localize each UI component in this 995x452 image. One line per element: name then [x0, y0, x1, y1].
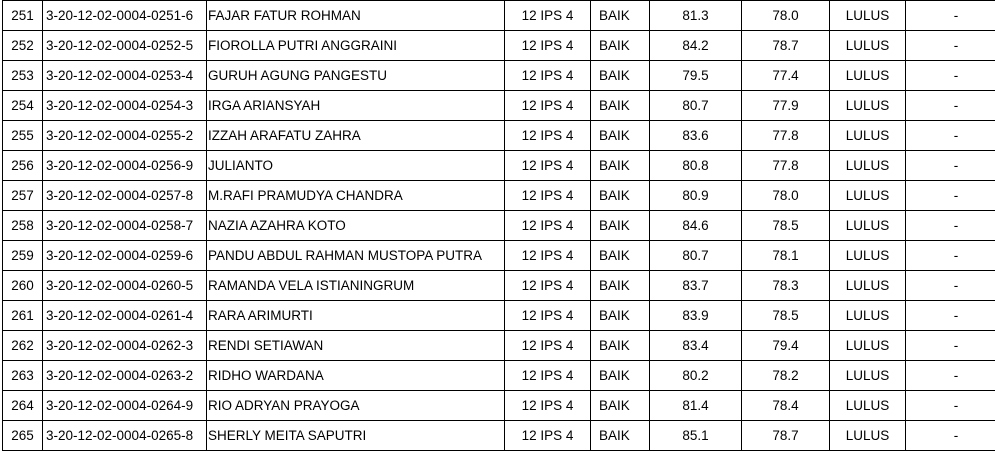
score-1-cell: 81.4: [650, 391, 742, 421]
score-1-cell: 79.5: [650, 61, 742, 91]
behavior-grade-cell: BAIK: [591, 301, 650, 331]
class-cell: 12 IPS 4: [505, 121, 591, 151]
table-row: [3, 61, 995, 91]
status-cell: LULUS: [830, 91, 906, 121]
score-2-cell: 78.3: [742, 271, 830, 301]
class-cell: 12 IPS 4: [505, 61, 591, 91]
exam-number-cell: 3-20-12-02-0004-0251-6: [43, 1, 207, 31]
note-cell: -: [906, 301, 995, 331]
exam-number-cell: 3-20-12-02-0004-0252-5: [43, 31, 207, 61]
status-cell: LULUS: [830, 121, 906, 151]
table-row: [3, 331, 995, 361]
score-1-cell: 84.2: [650, 31, 742, 61]
row-number-cell: 259: [3, 241, 43, 271]
table-row: [3, 271, 995, 301]
status-cell: LULUS: [830, 331, 906, 361]
status-cell: LULUS: [830, 421, 906, 451]
behavior-grade-cell: BAIK: [591, 31, 650, 61]
row-number-cell: 255: [3, 121, 43, 151]
behavior-grade-cell: BAIK: [591, 1, 650, 31]
table-row: [3, 121, 995, 151]
student-name-cell: FIOROLLA PUTRI ANGGRAINI: [207, 31, 505, 61]
behavior-grade-cell: BAIK: [591, 151, 650, 181]
table-row: [3, 1, 995, 31]
row-number-cell: 254: [3, 91, 43, 121]
status-cell: LULUS: [830, 391, 906, 421]
note-cell: -: [906, 391, 995, 421]
status-cell: LULUS: [830, 271, 906, 301]
table-row: [3, 301, 995, 331]
score-1-cell: 80.8: [650, 151, 742, 181]
class-cell: 12 IPS 4: [505, 151, 591, 181]
exam-number-cell: 3-20-12-02-0004-0265-8: [43, 421, 207, 451]
exam-number-cell: 3-20-12-02-0004-0263-2: [43, 361, 207, 391]
student-name-cell: RIDHO WARDANA: [207, 361, 505, 391]
note-cell: -: [906, 361, 995, 391]
student-name-cell: PANDU ABDUL RAHMAN MUSTOPA PUTRA: [207, 241, 505, 271]
behavior-grade-cell: BAIK: [591, 61, 650, 91]
class-cell: 12 IPS 4: [505, 331, 591, 361]
student-name-cell: RENDI SETIAWAN: [207, 331, 505, 361]
class-cell: 12 IPS 4: [505, 391, 591, 421]
note-cell: -: [906, 61, 995, 91]
score-2-cell: 77.8: [742, 151, 830, 181]
score-1-cell: 80.7: [650, 241, 742, 271]
table-row: [3, 211, 995, 241]
table-row: [3, 151, 995, 181]
student-name-cell: RAMANDA VELA ISTIANINGRUM: [207, 271, 505, 301]
score-1-cell: 81.3: [650, 1, 742, 31]
score-1-cell: 83.4: [650, 331, 742, 361]
class-cell: 12 IPS 4: [505, 31, 591, 61]
status-cell: LULUS: [830, 211, 906, 241]
behavior-grade-cell: BAIK: [591, 421, 650, 451]
student-name-cell: RIO ADRYAN PRAYOGA: [207, 391, 505, 421]
behavior-grade-cell: BAIK: [591, 181, 650, 211]
score-1-cell: 83.7: [650, 271, 742, 301]
row-number-cell: 262: [3, 331, 43, 361]
student-name-cell: GURUH AGUNG PANGESTU: [207, 61, 505, 91]
score-2-cell: 78.5: [742, 301, 830, 331]
score-2-cell: 78.5: [742, 211, 830, 241]
note-cell: -: [906, 211, 995, 241]
class-cell: 12 IPS 4: [505, 301, 591, 331]
exam-number-cell: 3-20-12-02-0004-0253-4: [43, 61, 207, 91]
score-1-cell: 80.9: [650, 181, 742, 211]
table-row: [3, 91, 995, 121]
row-number-cell: 258: [3, 211, 43, 241]
exam-number-cell: 3-20-12-02-0004-0260-5: [43, 271, 207, 301]
class-cell: 12 IPS 4: [505, 241, 591, 271]
score-1-cell: 84.6: [650, 211, 742, 241]
student-name-cell: IZZAH ARAFATU ZAHRA: [207, 121, 505, 151]
table-row: [3, 361, 995, 391]
score-2-cell: 77.8: [742, 121, 830, 151]
score-1-cell: 80.2: [650, 361, 742, 391]
exam-number-cell: 3-20-12-02-0004-0264-9: [43, 391, 207, 421]
status-cell: LULUS: [830, 181, 906, 211]
behavior-grade-cell: BAIK: [591, 211, 650, 241]
class-cell: 12 IPS 4: [505, 181, 591, 211]
score-1-cell: 83.6: [650, 121, 742, 151]
score-2-cell: 78.2: [742, 361, 830, 391]
row-number-cell: 261: [3, 301, 43, 331]
score-2-cell: 78.7: [742, 31, 830, 61]
status-cell: LULUS: [830, 301, 906, 331]
row-number-cell: 253: [3, 61, 43, 91]
row-number-cell: 257: [3, 181, 43, 211]
score-2-cell: 79.4: [742, 331, 830, 361]
row-number-cell: 265: [3, 421, 43, 451]
score-2-cell: 77.4: [742, 61, 830, 91]
table-row: [3, 31, 995, 61]
exam-number-cell: 3-20-12-02-0004-0258-7: [43, 211, 207, 241]
exam-number-cell: 3-20-12-02-0004-0256-9: [43, 151, 207, 181]
note-cell: -: [906, 181, 995, 211]
exam-number-cell: 3-20-12-02-0004-0261-4: [43, 301, 207, 331]
behavior-grade-cell: BAIK: [591, 271, 650, 301]
exam-number-cell: 3-20-12-02-0004-0255-2: [43, 121, 207, 151]
score-1-cell: 85.1: [650, 421, 742, 451]
table-row: [3, 241, 995, 271]
note-cell: -: [906, 121, 995, 151]
behavior-grade-cell: BAIK: [591, 91, 650, 121]
class-cell: 12 IPS 4: [505, 421, 591, 451]
exam-number-cell: 3-20-12-02-0004-0254-3: [43, 91, 207, 121]
row-number-cell: 251: [3, 1, 43, 31]
status-cell: LULUS: [830, 151, 906, 181]
student-name-cell: SHERLY MEITA SAPUTRI: [207, 421, 505, 451]
row-number-cell: 263: [3, 361, 43, 391]
behavior-grade-cell: BAIK: [591, 121, 650, 151]
table-body: [3, 1, 995, 451]
row-number-cell: 252: [3, 31, 43, 61]
status-cell: LULUS: [830, 1, 906, 31]
table-row: [3, 391, 995, 421]
score-1-cell: 83.9: [650, 301, 742, 331]
student-name-cell: M.RAFI PRAMUDYA CHANDRA: [207, 181, 505, 211]
behavior-grade-cell: BAIK: [591, 361, 650, 391]
class-cell: 12 IPS 4: [505, 1, 591, 31]
note-cell: -: [906, 31, 995, 61]
score-2-cell: 78.1: [742, 241, 830, 271]
student-results-table: [2, 0, 995, 451]
exam-number-cell: 3-20-12-02-0004-0262-3: [43, 331, 207, 361]
table-row: [3, 181, 995, 211]
score-2-cell: 78.0: [742, 1, 830, 31]
class-cell: 12 IPS 4: [505, 211, 591, 241]
status-cell: LULUS: [830, 361, 906, 391]
status-cell: LULUS: [830, 31, 906, 61]
behavior-grade-cell: BAIK: [591, 391, 650, 421]
note-cell: -: [906, 331, 995, 361]
score-2-cell: 77.9: [742, 91, 830, 121]
exam-number-cell: 3-20-12-02-0004-0257-8: [43, 181, 207, 211]
row-number-cell: 256: [3, 151, 43, 181]
note-cell: -: [906, 421, 995, 451]
class-cell: 12 IPS 4: [505, 271, 591, 301]
status-cell: LULUS: [830, 61, 906, 91]
behavior-grade-cell: BAIK: [591, 241, 650, 271]
row-number-cell: 264: [3, 391, 43, 421]
student-name-cell: JULIANTO: [207, 151, 505, 181]
class-cell: 12 IPS 4: [505, 91, 591, 121]
score-2-cell: 78.7: [742, 421, 830, 451]
table-row: [3, 421, 995, 451]
score-2-cell: 78.0: [742, 181, 830, 211]
score-1-cell: 80.7: [650, 91, 742, 121]
note-cell: -: [906, 1, 995, 31]
behavior-grade-cell: BAIK: [591, 331, 650, 361]
status-cell: LULUS: [830, 241, 906, 271]
note-cell: -: [906, 91, 995, 121]
student-name-cell: FAJAR FATUR ROHMAN: [207, 1, 505, 31]
note-cell: -: [906, 271, 995, 301]
note-cell: -: [906, 241, 995, 271]
student-name-cell: IRGA ARIANSYAH: [207, 91, 505, 121]
exam-number-cell: 3-20-12-02-0004-0259-6: [43, 241, 207, 271]
student-name-cell: NAZIA AZAHRA KOTO: [207, 211, 505, 241]
score-2-cell: 78.4: [742, 391, 830, 421]
student-name-cell: RARA ARIMURTI: [207, 301, 505, 331]
class-cell: 12 IPS 4: [505, 361, 591, 391]
row-number-cell: 260: [3, 271, 43, 301]
note-cell: -: [906, 151, 995, 181]
